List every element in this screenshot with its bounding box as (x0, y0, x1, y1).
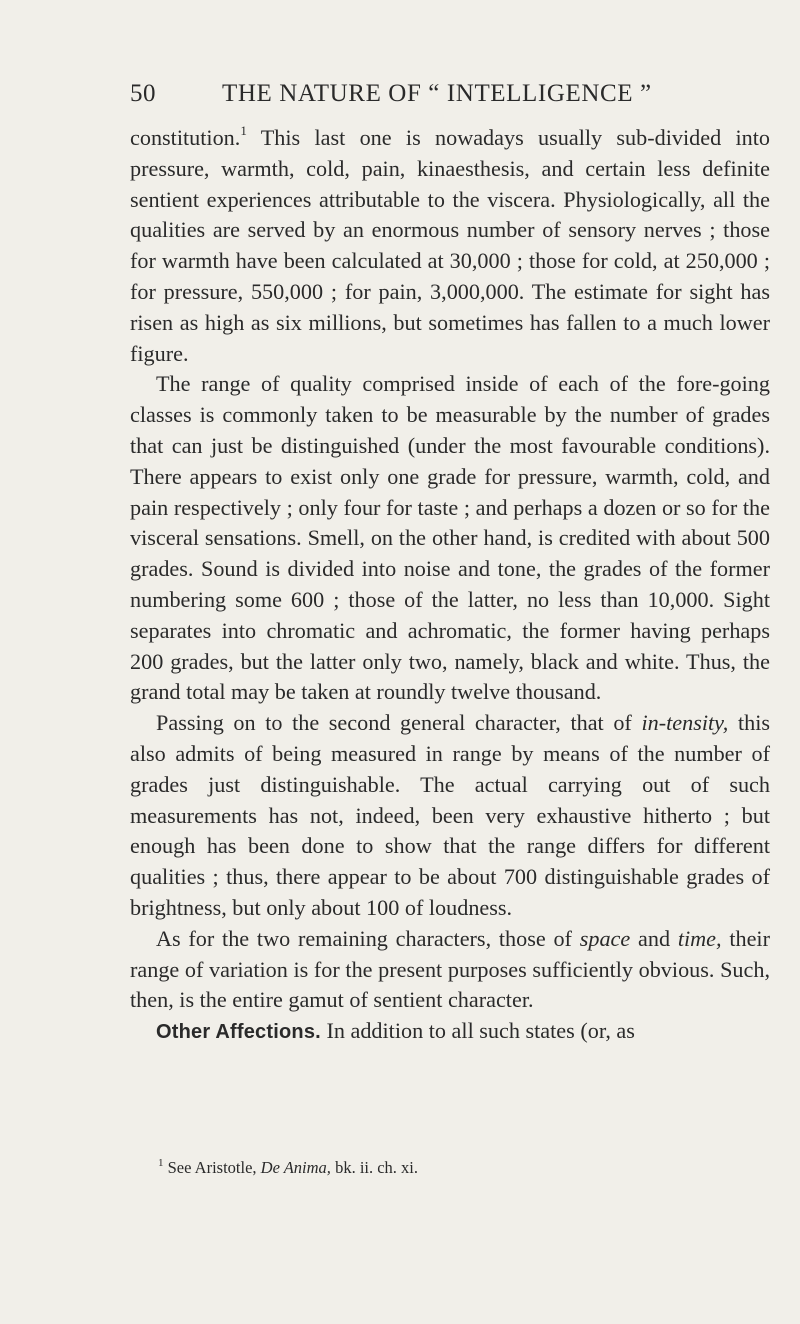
paragraph-4-and: and (630, 925, 678, 951)
footnote-title: De Anima, (260, 1158, 331, 1177)
paragraph-2: The range of quality comprised inside of each of the fore-going classes is commonly taken to be measurable by the number of grades that can just be distinguished (under the most favourable conditions). There appears to exist only one grade for pressure, warmth, cold, and pain respectively ; only four for taste ; and perhaps a dozen or so for the visceral sensations. Smell, on the other hand, is credited with about 500 grades. Sound is divided into noise and tone, the grades of the former numbering some 600 ; those of the latter, no less than 10,000. Sight separates into chromatic and achromatic, the former having perhaps 200 grades, but the latter only two, namely, black and white. Thus, the grand total may be taken at roundly twelve thousand. (130, 371, 770, 705)
footnote (158, 1157, 758, 1179)
paragraph-5 (130, 1016, 770, 1048)
paragraph-5-text: In addition to all such states (or, as (320, 1018, 635, 1044)
paragraph-4-start: As for the two remaining characters, those of (156, 925, 580, 951)
footnote-reference: 1 (240, 122, 247, 138)
page-header (130, 80, 770, 116)
body-text (130, 123, 770, 1048)
section-heading-other-affections: Other Affections. (156, 1021, 321, 1044)
paragraph-3-rest: this also admits of being measured in range by means of the number of grades just distinguishable. The actual carrying out of such measurements has not, indeed, been very exhaustive hitherto ; but enough has been done to show that the range differs for different qualities ; thus, there appear to be about 700 distinguishable grades of brightness, but only about 100 of loudness. (130, 710, 770, 920)
paragraph-1 (130, 123, 770, 369)
footnote-text-start: See Aristotle, (163, 1158, 261, 1177)
paragraph-3-start: Passing on to the second general character, that of (156, 710, 642, 736)
paragraph-1-start: constitution. (130, 125, 241, 150)
page-number: 50 (130, 80, 156, 107)
term-time: time, (677, 925, 722, 951)
term-intensity: in-tensity, (641, 710, 729, 736)
paragraph-4-rest: their range of variation is for the present purposes sufficiently obvious. Such, then, is the entire gamut of sentient character. (130, 925, 770, 1013)
term-space: space (579, 925, 631, 951)
footnote-marker: 1 (158, 1156, 164, 1169)
paragraph-1-rest: This last one is nowadays usually sub-divided into pressure, warmth, cold, pain, kinaesthesis, and certain less definite sentient experiences attributable to the viscera. Physiologically, all the qualities are served by an enormous number of sensory nerves ; those for warmth have been calculated at 30,000 ; those for cold, at 250,000 ; for pressure, 550,000 ; for pain, 3,000,000. The estimate for sight has risen as high as six millions, but sometimes has fallen to a much lower figure. (130, 125, 770, 366)
running-head: THE NATURE OF “ INTELLIGENCE ” (222, 80, 652, 107)
paragraph-3 (130, 708, 770, 924)
footnote-text-rest: bk. ii. ch. xi. (330, 1158, 419, 1177)
paragraph-4 (130, 924, 770, 1016)
